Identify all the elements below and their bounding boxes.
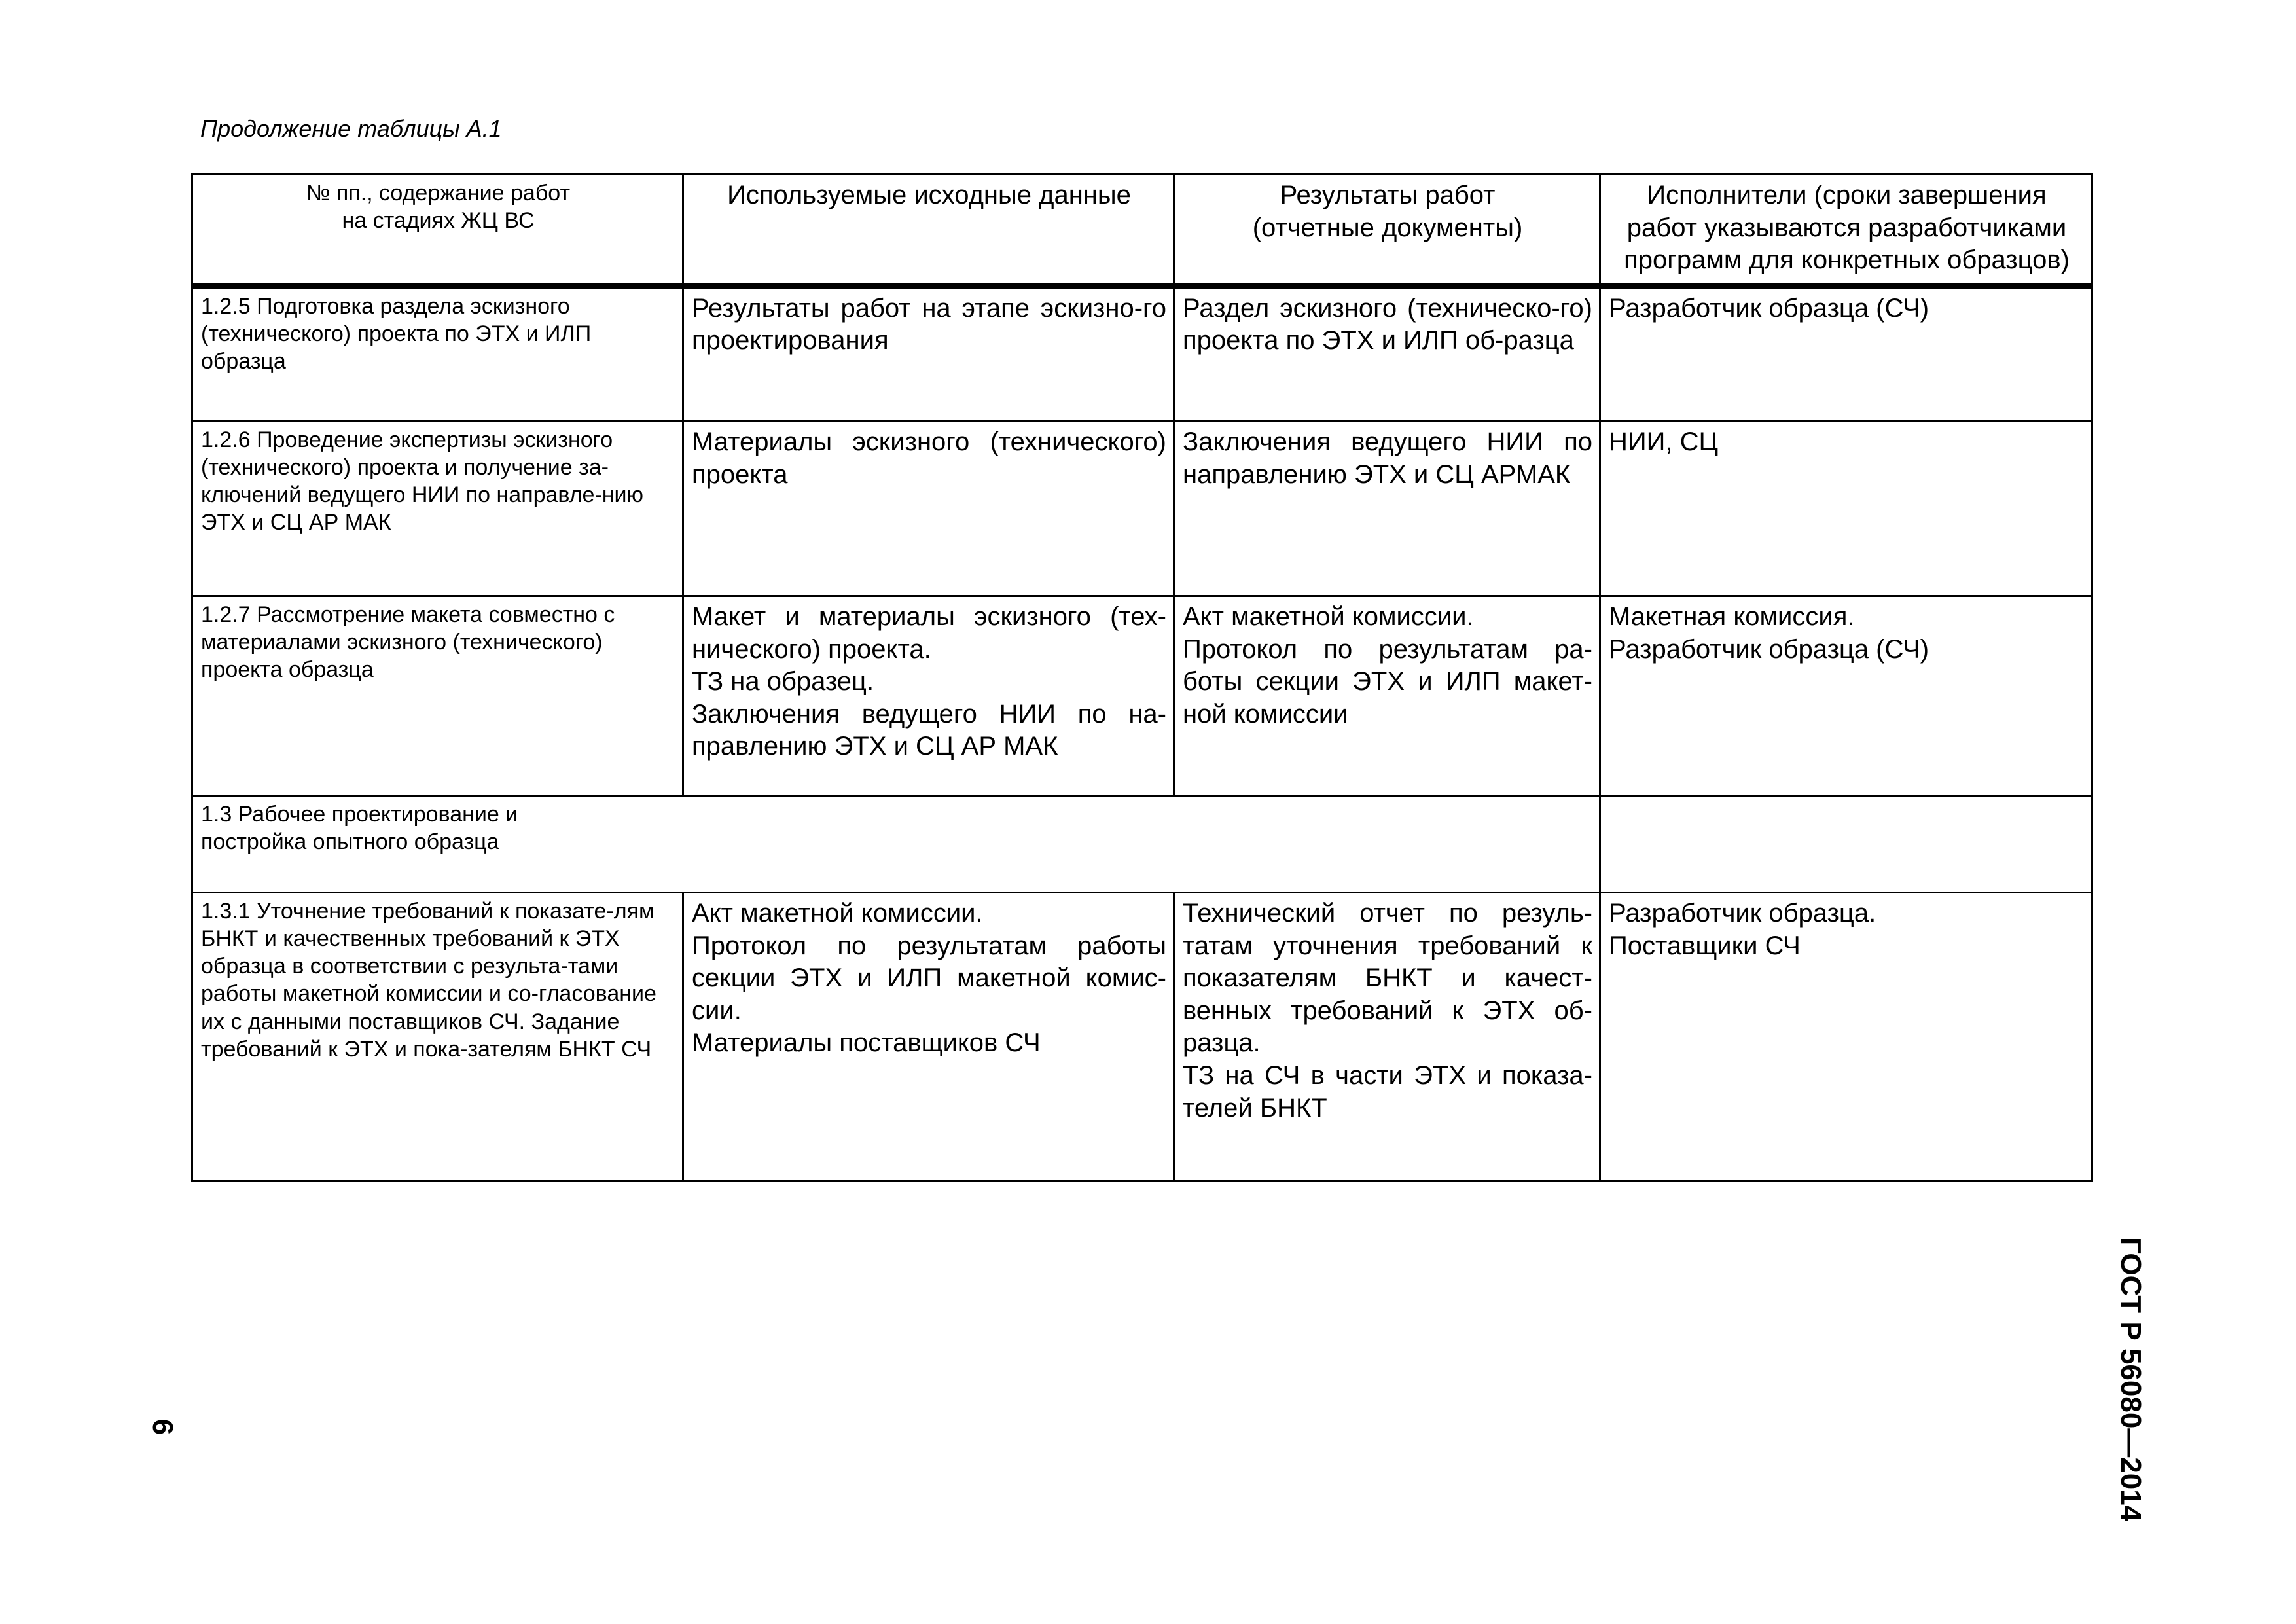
row-stage-cell: 1.2.5 Подготовка раздела эскизного (технического) проекта по ЭТХ и ИЛП образца [192,286,683,422]
table-row [192,596,2092,796]
row-results-cell: Заключения ведущего НИИ по направлению ЭТХ и СЦ АРМАК [1174,422,1600,596]
row-input-cell: Материалы эскизного (технического) проекта [683,422,1174,596]
table-row [192,893,2092,1181]
row-stage-cell: 1.2.7 Рассмотрение макета совместно с материалами эскизного (технического) проекта образца [192,596,683,796]
works-table [191,173,2093,1182]
row-results-cell: Технический отчет по резуль-татам уточнения требований к показателям БНКТ и качест-венных требований к ЭТХ об-разца. ТЗ на СЧ в части ЭТХ и показа-телей БНКТ [1174,893,1600,1181]
header-performers: Исполнители (сроки завершения работ указываются разработчиками программ для конкретных образцов) [1600,175,2092,286]
table-header-row [192,175,2092,286]
header-input-data: Используемые исходные данные [683,175,1174,286]
table-caption: Продолжение таблицы А.1 [200,115,502,142]
table-row [192,286,2092,422]
row-input-cell: Акт макетной комиссии. Протокол по результатам работы секции ЭТХ и ИЛП макетной комис-сии. Материалы поставщиков СЧ [683,893,1174,1181]
section-performers-cell [1600,796,2092,893]
row-results-cell: Раздел эскизного (техническо-го) проекта по ЭТХ и ИЛП об-разца [1174,286,1600,422]
row-input-cell: Результаты работ на этапе эскизно-го проектирования [683,286,1174,422]
row-performers-cell: Разработчик образца. Поставщики СЧ [1600,893,2092,1181]
standard-designation: ГОСТ Р 56080—2014 [2115,1237,2147,1522]
page-number: 6 [147,1418,179,1435]
row-performers-cell: НИИ, СЦ [1600,422,2092,596]
row-performers-cell: Макетная комиссия. Разработчик образца (СЧ) [1600,596,2092,796]
section-heading-cell: 1.3 Рабочее проектирование и постройка опытного образца [192,796,1600,893]
row-stage-cell: 1.3.1 Уточнение требований к показате-лям БНКТ и качественных требований к ЭТХ образца в соответствии с результа-тами работы макетной комиссии и со-гласование их с данными поставщиков СЧ. Задание требований к ЭТХ и пока-зателям БНКТ СЧ [192,893,683,1181]
row-stage-cell: 1.2.6 Проведение экспертизы эскизного (технического) проекта и получение за-ключений ведущего НИИ по направле-нию ЭТХ и СЦ АР МАК [192,422,683,596]
row-performers-cell: Разработчик образца (СЧ) [1600,286,2092,422]
table-section-row [192,796,2092,893]
row-input-cell: Макет и материалы эскизного (тех-нического) проекта. ТЗ на образец. Заключения ведущего НИИ по на-правлению ЭТХ и СЦ АР МАК [683,596,1174,796]
table-row [192,422,2092,596]
row-results-cell: Акт макетной комиссии. Протокол по результатам ра-боты секции ЭТХ и ИЛП макет-ной комиссии [1174,596,1600,796]
header-stage-works: № пп., содержание работ на стадиях ЖЦ ВС [192,175,683,286]
header-results: Результаты работ (отчетные документы) [1174,175,1600,286]
